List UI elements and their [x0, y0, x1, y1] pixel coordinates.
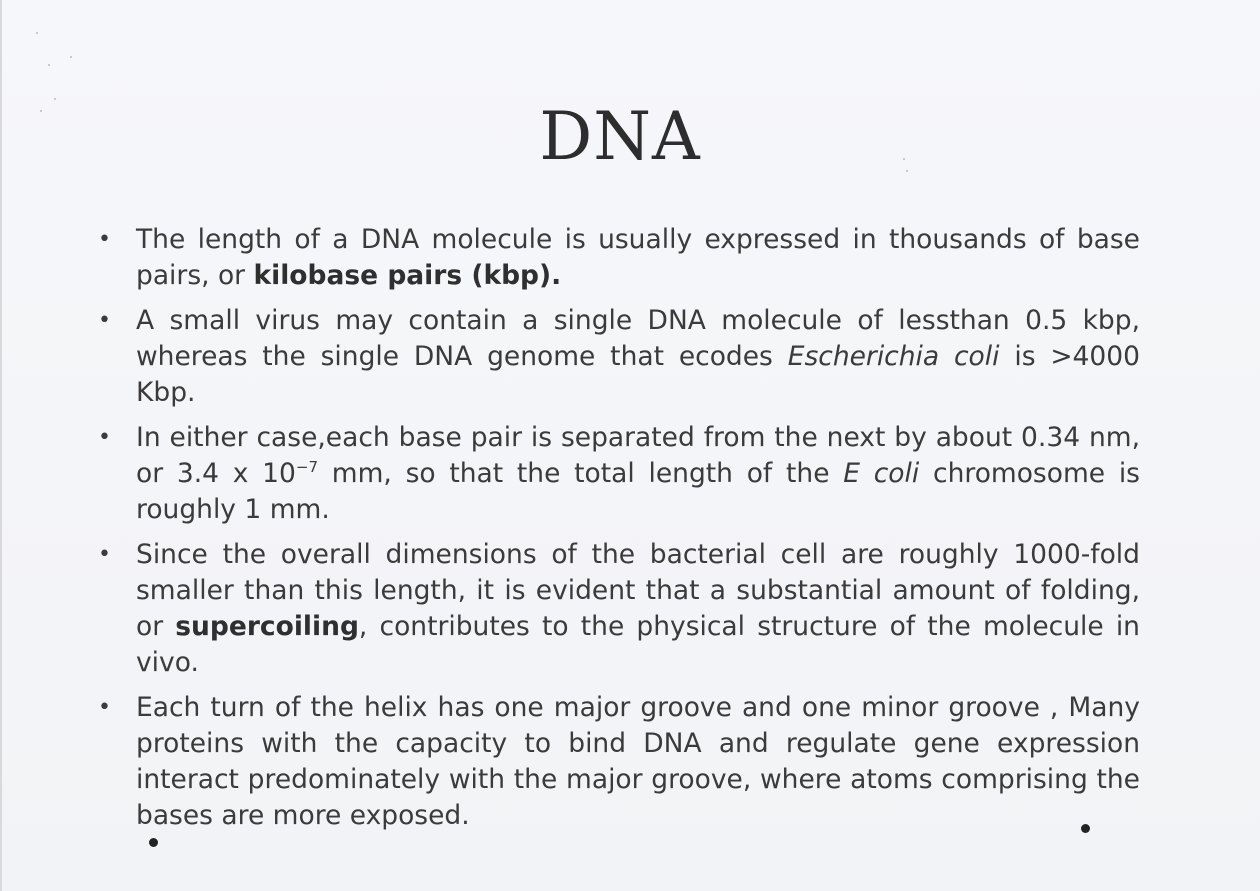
bullet-text-segment: is >4000 Kbp. [136, 341, 1140, 408]
bullet-item [96, 420, 1140, 528]
bullet-item [96, 222, 1140, 294]
bullet-text-segment: E coli [843, 458, 920, 489]
bullet-item [96, 690, 1140, 834]
scan-speck [54, 98, 56, 100]
bullet-item [96, 537, 1140, 681]
slide-title: DNA [539, 98, 701, 175]
bullet-dot-icon: • [98, 227, 111, 252]
bullet-list [96, 222, 1140, 843]
bullet-text-segment: , contributes to the physical structure of the molecule in vivo. [136, 611, 1140, 678]
scan-speck [70, 56, 72, 58]
scan-mark-dot [149, 838, 158, 847]
bullet-dot-icon: • [98, 695, 111, 720]
bullet-dot-icon: • [98, 542, 111, 567]
bullet-text-segment: Escherichia coli [787, 341, 1000, 372]
scan-speck [903, 158, 905, 160]
bullet-dot-icon: • [98, 425, 111, 450]
bullet-text-segment: supercoiling [175, 611, 359, 642]
scan-speck [40, 110, 42, 112]
bullet-text-segment: The length of a DNA molecule is usually expressed in thousands of base pairs, or [136, 224, 1140, 291]
bullet-item [96, 303, 1140, 411]
bullet-text-segment: Each turn of the helix has one major groove and one minor groove , Many proteins with the capacity to bind DNA and regulate gene expression interact predominately with the major groove, where atoms comprising the bases are more exposed. [136, 692, 1140, 831]
bullet-text-segment: Since the overall dimensions of the bacterial cell are roughly 1000-fold smaller than this length, it is evident that a substantial amount of folding, or [136, 539, 1140, 642]
bullet-text-segment: mm, so that the total length of the [318, 458, 844, 489]
scan-speck [906, 170, 908, 172]
bullet-text-segment: kilobase pairs (kbp). [253, 260, 562, 291]
bullet-text-segment: −7 [295, 458, 319, 477]
bullet-text-segment: A small virus may contain a single DNA molecule of lessthan 0.5 kbp, whereas the single DNA genome that ecodes [136, 305, 1140, 372]
bullet-text-segment: In either case,each base pair is separated from the next by about 0.34 nm, or 3.4 x 10 [136, 422, 1140, 489]
bullet-dot-icon: • [98, 308, 111, 333]
scan-speck [48, 64, 50, 66]
scan-speck [36, 32, 38, 34]
scan-mark-dot [1081, 824, 1090, 833]
bullet-text-segment: chromosome is roughly 1 mm. [136, 458, 1140, 525]
